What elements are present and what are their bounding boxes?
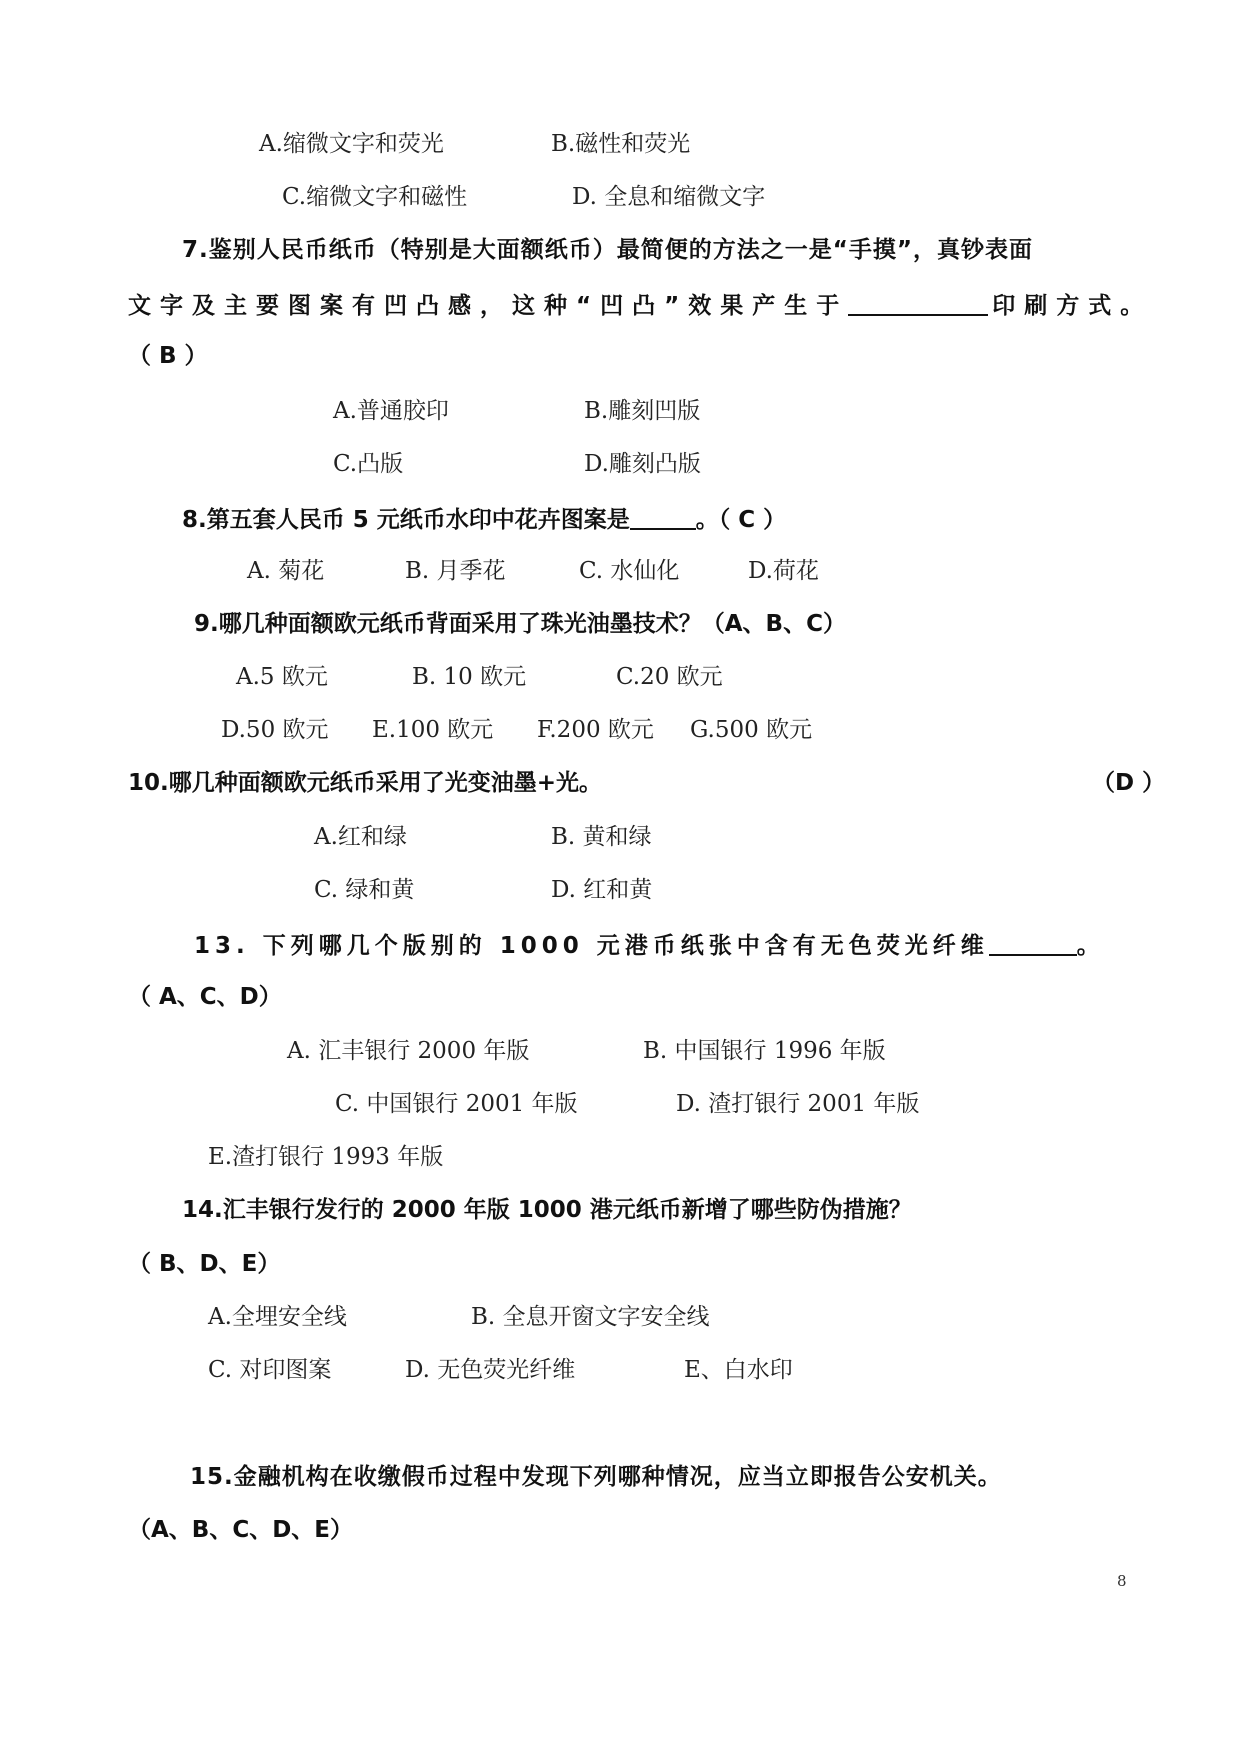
q10-option-a: A.红和绿 bbox=[314, 824, 407, 850]
q9-option-g: G.500 欧元 bbox=[690, 717, 813, 743]
q9-option-c: C.20 欧元 bbox=[616, 664, 723, 690]
q7-line2-text: 文字及主要图案有凹凸感，这种“凹凸”效果产生于 bbox=[128, 293, 849, 319]
q7-question-line1: 7.鉴别人民币纸币（特别是大面额纸币）最简便的方法之一是“手摸”，真钞表面 bbox=[182, 237, 1033, 263]
q7-option-d: D.雕刻凸版 bbox=[584, 451, 701, 477]
q14-question: 14.汇丰银行发行的 2000 年版 1000 港元纸币新增了哪些防伪措施？ bbox=[182, 1197, 912, 1223]
q13-question-text: 13. 下列哪几个版别的 1000 元港币纸张中含有无色荧光纤维 bbox=[194, 933, 989, 959]
q15-question: 15.金融机构在收缴假币过程中发现下列哪种情况，应当立即报告公安机关。 bbox=[190, 1464, 1002, 1490]
q7-blank bbox=[848, 292, 988, 316]
q6-option-d: D. 全息和缩微文字 bbox=[572, 184, 766, 210]
q6-option-c: C.缩微文字和磁性 bbox=[282, 184, 468, 210]
q13-option-c: C. 中国银行 2001 年版 bbox=[335, 1091, 578, 1117]
q15-answer: （A、B、C、D、E） bbox=[128, 1517, 354, 1543]
q14-answer: （ B、D、E） bbox=[128, 1251, 281, 1277]
q8-option-d: D.荷花 bbox=[748, 558, 819, 584]
q13-blank bbox=[989, 932, 1077, 956]
q14-option-b: B. 全息开窗文字安全线 bbox=[471, 1304, 710, 1330]
q9-option-f: F.200 欧元 bbox=[537, 717, 654, 743]
q9-question: 9.哪几种面额欧元纸币背面采用了珠光油墨技术？（A、B、C） bbox=[194, 611, 846, 637]
q7-option-a: A.普通胶印 bbox=[333, 398, 449, 424]
q10-option-b: B. 黄和绿 bbox=[551, 824, 652, 850]
q7-line2-tail: 印刷方式。 bbox=[992, 293, 1153, 319]
q13-question bbox=[194, 932, 1100, 958]
q6-option-b: B.磁性和荧光 bbox=[551, 131, 691, 157]
q9-option-e: E.100 欧元 bbox=[372, 717, 494, 743]
q7-answer: （ B ） bbox=[128, 343, 208, 369]
q14-option-c: C. 对印图案 bbox=[208, 1357, 332, 1383]
q13-option-a: A. 汇丰银行 2000 年版 bbox=[287, 1038, 530, 1064]
q7-question-line2 bbox=[128, 292, 1152, 318]
q6-option-a: A.缩微文字和荧光 bbox=[259, 131, 444, 157]
q13-option-e: E.渣打银行 1993 年版 bbox=[208, 1144, 444, 1170]
q14-option-e: E、白水印 bbox=[684, 1357, 793, 1383]
q10-answer: （D ） bbox=[1092, 770, 1166, 796]
q13-answer: （ A、C、D） bbox=[128, 984, 282, 1010]
q8-blank bbox=[630, 506, 696, 530]
q14-option-d: D. 无色荧光纤维 bbox=[405, 1357, 576, 1383]
q14-option-a: A.全埋安全线 bbox=[208, 1304, 347, 1330]
q8-question bbox=[182, 506, 786, 532]
q8-option-c: C. 水仙化 bbox=[579, 558, 680, 584]
q13-option-b: B. 中国银行 1996 年版 bbox=[643, 1038, 886, 1064]
q10-question: 10.哪几种面额欧元纸币采用了光变油墨+光。 bbox=[128, 770, 603, 796]
q10-option-c: C. 绿和黄 bbox=[314, 877, 415, 903]
q9-option-b: B. 10 欧元 bbox=[412, 664, 527, 690]
q7-option-c: C.凸版 bbox=[333, 451, 404, 477]
q7-option-b: B.雕刻凹版 bbox=[584, 398, 701, 424]
q10-option-d: D. 红和黄 bbox=[551, 877, 653, 903]
q8-option-b: B. 月季花 bbox=[405, 558, 506, 584]
q13-option-d: D. 渣打银行 2001 年版 bbox=[676, 1091, 920, 1117]
page-number: 8 bbox=[1117, 1572, 1127, 1590]
q8-answer: 。（ C ） bbox=[695, 507, 787, 533]
q9-option-a: A.5 欧元 bbox=[236, 664, 328, 690]
q9-option-d: D.50 欧元 bbox=[221, 717, 329, 743]
q8-option-a: A. 菊花 bbox=[247, 558, 325, 584]
q8-question-text: 8.第五套人民币 5 元纸币水印中花卉图案是 bbox=[182, 507, 630, 533]
q13-question-end: 。 bbox=[1076, 933, 1100, 959]
